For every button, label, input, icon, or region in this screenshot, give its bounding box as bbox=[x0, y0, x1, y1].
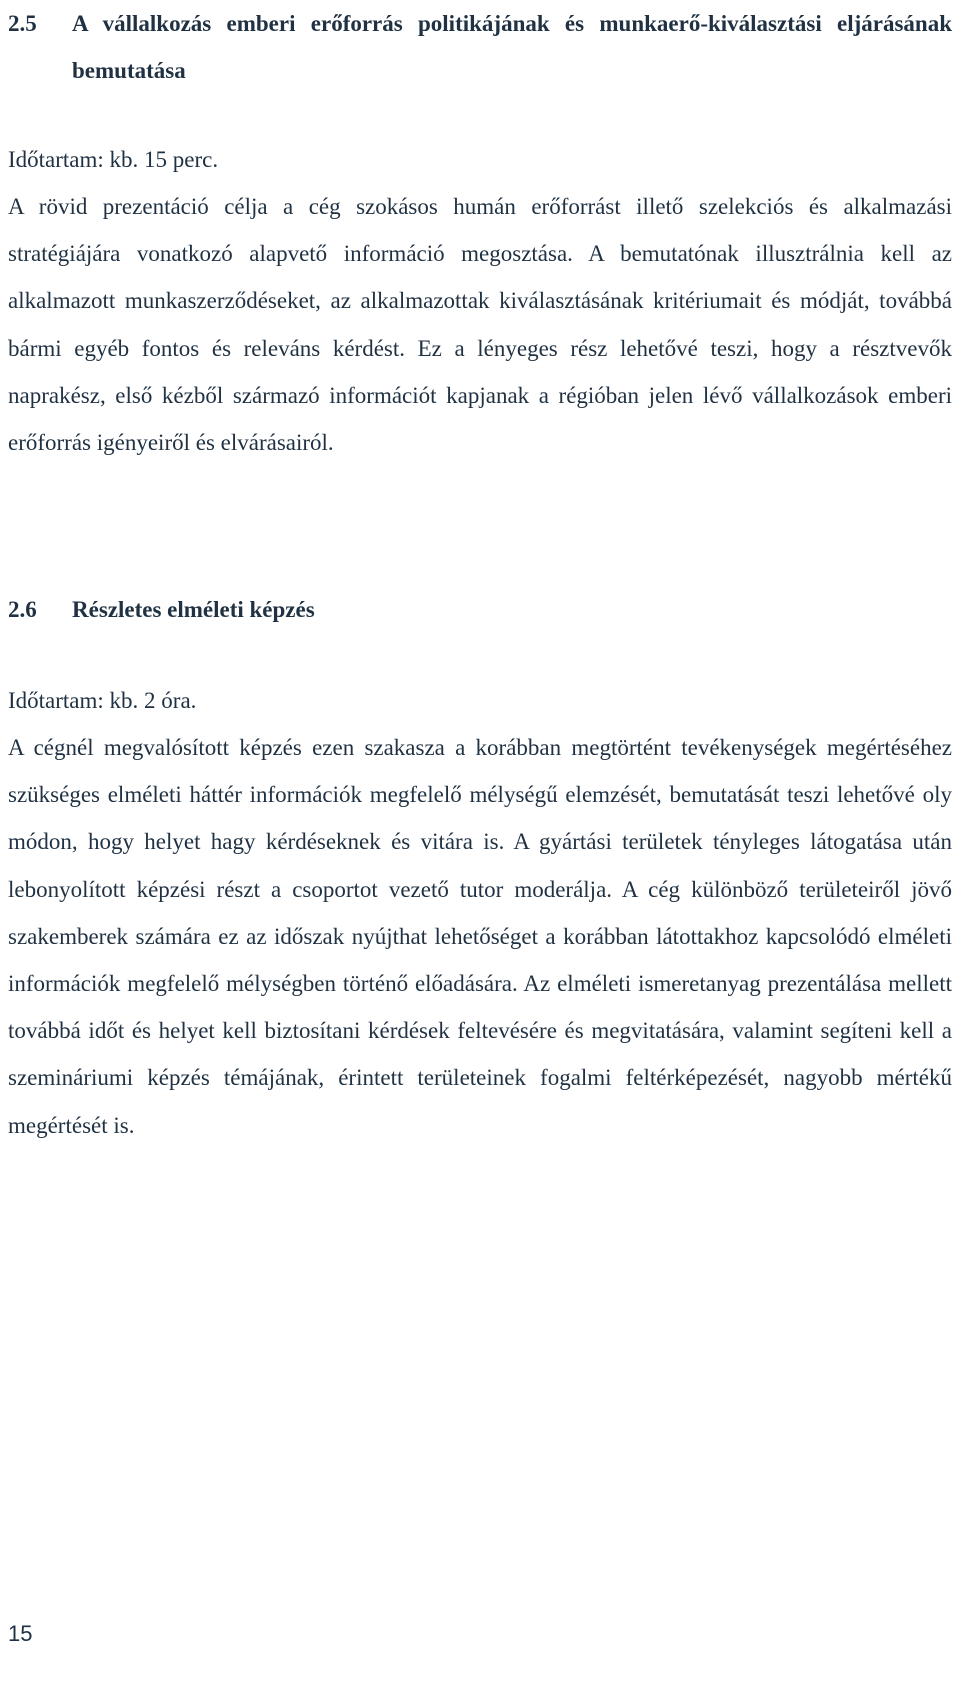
section-heading bbox=[8, 586, 952, 633]
section-number: 2.6 bbox=[8, 597, 37, 622]
duration-text: Időtartam: kb. 2 óra. bbox=[8, 688, 197, 713]
section-2-6 bbox=[8, 586, 952, 1149]
section-heading bbox=[8, 0, 952, 94]
page-number: 15 bbox=[8, 1621, 33, 1646]
section-title: Részletes elméleti képzés bbox=[72, 597, 315, 622]
section-number: 2.5 bbox=[8, 11, 37, 36]
section-2-5 bbox=[8, 0, 952, 466]
duration-text: Időtartam: kb. 15 perc. bbox=[8, 147, 219, 172]
section-title: A vállalkozás emberi erőforrás politikájának és munkaerő-kiválasztási eljárásának bemutatása bbox=[72, 11, 952, 83]
body-paragraph: A rövid prezentáció célja a cég szokásos humán erőforrást illető szelekciós és alkalmazási stratégiájára vonatkozó alapvető információ megosztása. A bemutatónak illusztrálnia kell az alkalmazott munkaszerződéseket, az alkalmazottak kiválasztásának kritériumait és módját, továbbá bármi egyéb fontos és releváns kérdést. Ez a lényeges rész lehetővé teszi, hogy a résztvevők naprakész, első kézből származó információt kapjanak a régióban jelen lévő vállalkozások emberi erőforrás igényeiről és elvárásairól. bbox=[8, 194, 952, 456]
body-paragraph: A cégnél megvalósított képzés ezen szakasza a korábban megtörtént tevékenységek megértéséhez szükséges elméleti háttér információk megfelelő mélységű elemzését, bemutatását teszi lehetővé oly módon, hogy helyet hagy kérdéseknek és vitára is. A gyártási területek tényleges látogatása után lebonyolított képzési részt a csoportot vezető tutor moderálja. A cég különböző területeiről jövő szakemberek számára ez az időszak nyújthat lehetőséget a korábban látottakhoz kapcsolódó elméleti információk megfelelő mélységben történő előadására. Az elméleti ismeretanyag prezentálása mellett továbbá időt és helyet kell biztosítani kérdések feltevésére és megvitatására, valamint segíteni kell a szemináriumi képzés témájának, érintett területeinek fogalmi feltérképezését, nagyobb mértékű megértését is. bbox=[8, 735, 952, 1138]
